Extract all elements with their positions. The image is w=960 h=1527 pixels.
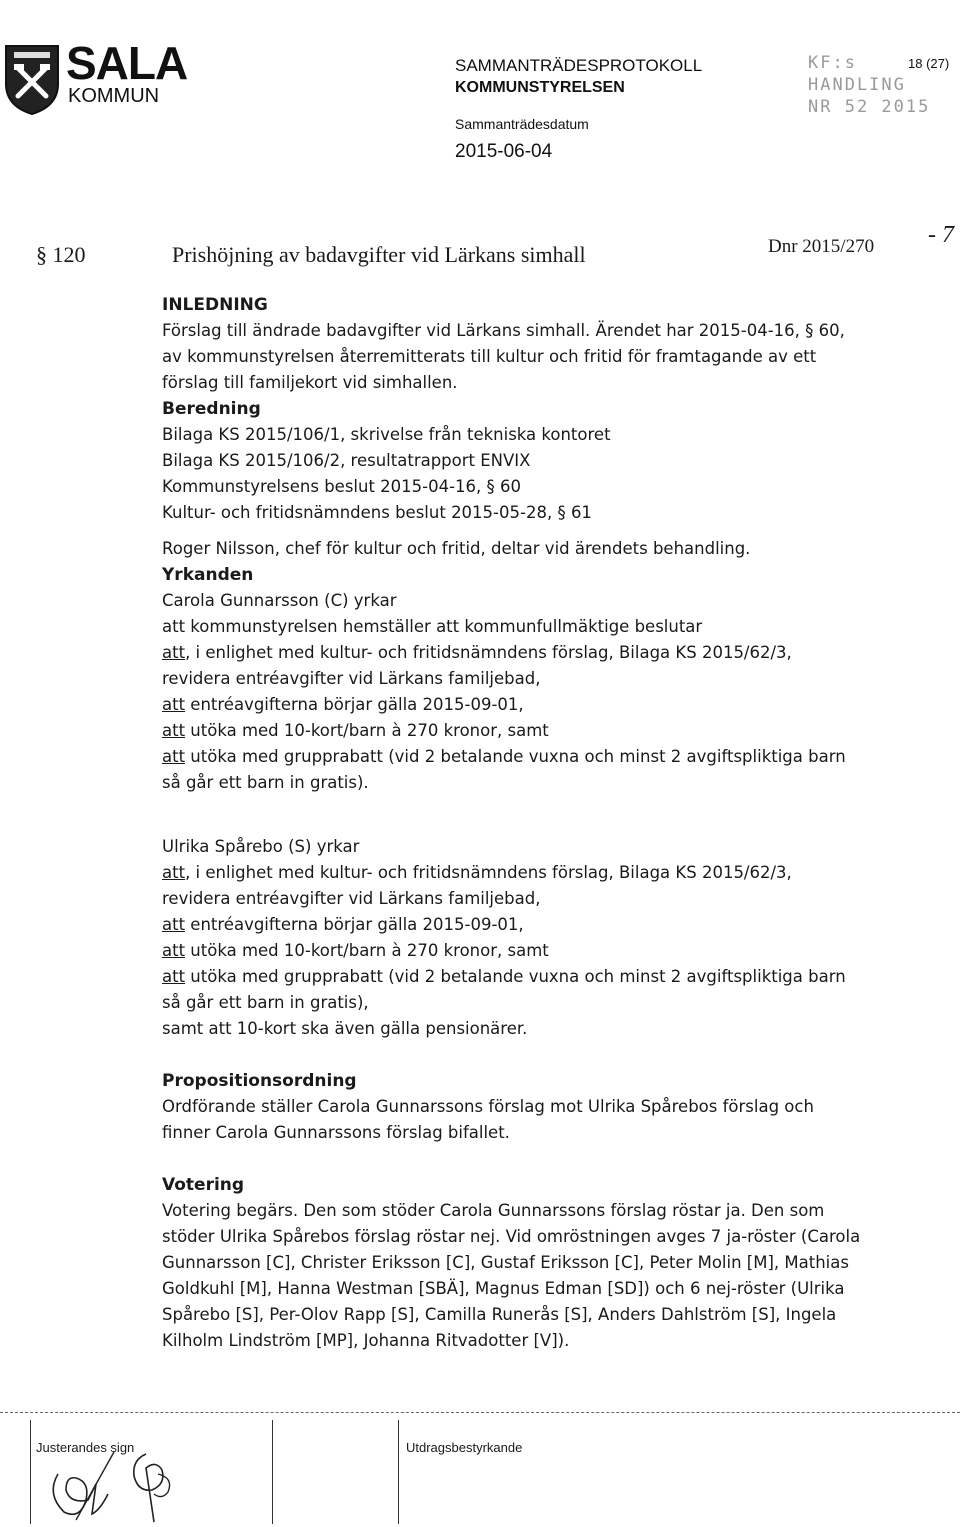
case-number-annotation: - 7 <box>928 222 954 248</box>
text-line: så går ett barn in gratis). <box>162 773 369 792</box>
protocol-body <box>162 292 922 1354</box>
registration-stamp <box>808 52 930 118</box>
stamp-line: HANDLING <box>808 75 906 95</box>
text-line: samt att 10-kort ska även gälla pensionärer. <box>162 1019 528 1038</box>
att-keyword: att <box>162 863 186 882</box>
motion-text: entréavgifterna börjar gälla 2015-09-01, <box>185 695 524 714</box>
motion-item <box>162 718 922 744</box>
text-line: Goldkuhl [M], Hanna Westman [SBÄ], Magnus Edman [SD]) och 6 nej-röster (Ulrika <box>162 1279 845 1298</box>
meeting-date-label: Sammanträdesdatum <box>455 116 589 132</box>
motion-item <box>162 692 922 718</box>
text-line: att kommunstyrelsen hemställer att kommunfullmäktige beslutar <box>162 617 703 636</box>
section-heading-propositionsordning: Propositionsordning <box>162 1071 357 1091</box>
logo-name: SALA <box>66 37 188 89</box>
text-line: så går ett barn in gratis), <box>162 993 369 1012</box>
text-line: Förslag till ändrade badavgifter vid Lärkans simhall. Ärendet har 2015-04-16, § 60, <box>162 321 845 340</box>
attachment-line: Bilaga KS 2015/106/2, resultatrapport ENVIX <box>162 451 531 470</box>
att-keyword: att <box>162 967 186 986</box>
committee-name: KOMMUNSTYRELSEN <box>455 79 625 96</box>
att-keyword: att <box>162 915 186 934</box>
att-keyword: att <box>162 721 186 740</box>
footer-box-border <box>398 1420 399 1524</box>
meeting-date: 2015-06-04 <box>455 141 553 162</box>
text-line: förslag till familjekort vid simhallen. <box>162 373 458 392</box>
motion-item <box>162 860 922 886</box>
footer-box-border <box>272 1420 273 1524</box>
motion-text: , i enlighet med kultur- och fritidsnämndens förslag, Bilaga KS 2015/62/3, <box>185 863 792 882</box>
text-line: Carola Gunnarsson (C) yrkar <box>162 591 397 610</box>
text-line: Votering begärs. Den som stöder Carola Gunnarssons förslag röstar ja. Den som <box>162 1201 825 1220</box>
text-line: Ordförande ställer Carola Gunnarssons förslag mot Ulrika Spårebos förslag och <box>162 1097 814 1116</box>
motion-item <box>162 640 922 666</box>
text-line: Roger Nilsson, chef för kultur och fritid, deltar vid ärendets behandling. <box>162 539 751 558</box>
section-heading-inledning: INLEDNING <box>162 295 268 315</box>
footer-divider <box>0 1412 960 1413</box>
motion-item <box>162 964 922 990</box>
case-number: Dnr 2015/270 <box>768 236 875 257</box>
text-line: Ulrika Spårebo (S) yrkar <box>162 837 360 856</box>
case-title: Prishöjning av badavgifter vid Lärkans simhall <box>172 242 586 267</box>
att-keyword: att <box>162 643 186 662</box>
paragraph-number: § 120 <box>36 242 86 267</box>
page-number: 18 (27) <box>908 56 950 71</box>
text-line: av kommunstyrelsen återremitterats till kultur och fritid för framtagande av ett <box>162 347 817 366</box>
municipal-emblem-icon <box>4 44 60 116</box>
text-line: finner Carola Gunnarssons förslag bifallet. <box>162 1123 510 1142</box>
text-line: revidera entréavgifter vid Lärkans familjebad, <box>162 669 541 688</box>
motion-text: utöka med 10-kort/barn à 270 kronor, samt <box>185 941 549 960</box>
section-heading-beredning: Beredning <box>162 399 261 419</box>
document-type: SAMMANTRÄDESPROTOKOLL <box>455 56 703 75</box>
section-heading-votering: Votering <box>162 1175 245 1195</box>
attachment-line: Kultur- och fritidsnämndens beslut 2015-05-28, § 61 <box>162 503 592 522</box>
justerandes-sign-label: Justerandes sign <box>36 1440 135 1455</box>
utdragsbestyrkande-label: Utdragsbestyrkande <box>406 1440 523 1455</box>
motion-item <box>162 912 922 938</box>
att-keyword: att <box>162 695 186 714</box>
attachment-line: Kommunstyrelsens beslut 2015-04-16, § 60 <box>162 477 522 496</box>
section-heading-yrkanden: Yrkanden <box>162 565 254 585</box>
stamp-line: NR 52 2015 <box>808 97 931 117</box>
text-line: Spårebo [S], Per-Olov Rapp [S], Camilla Runerås [S], Anders Dahlström [S], Ingela <box>162 1305 837 1324</box>
text-line: Gunnarsson [C], Christer Eriksson [C], Gustaf Eriksson [C], Peter Molin [M], Mathias <box>162 1253 849 1272</box>
motion-text: entréavgifterna börjar gälla 2015-09-01, <box>185 915 524 934</box>
att-keyword: att <box>162 941 186 960</box>
motion-text: utöka med grupprabatt (vid 2 betalande vuxna och minst 2 avgiftspliktiga barn <box>185 967 846 986</box>
stamp-line: KF:s <box>808 53 857 73</box>
attachment-line: Bilaga KS 2015/106/1, skrivelse från tekniska kontoret <box>162 425 611 444</box>
text-line: Kilholm Lindström [MP], Johanna Ritvadotter [V]). <box>162 1331 570 1350</box>
motion-item <box>162 744 922 770</box>
motion-text: utöka med 10-kort/barn à 270 kronor, samt <box>185 721 549 740</box>
motion-item <box>162 938 922 964</box>
att-keyword: att <box>162 747 186 766</box>
motion-text: utöka med grupprabatt (vid 2 betalande vuxna och minst 2 avgiftspliktiga barn <box>185 747 846 766</box>
handwritten-signatures-icon <box>36 1434 266 1524</box>
motion-text: , i enlighet med kultur- och fritidsnämndens förslag, Bilaga KS 2015/62/3, <box>185 643 792 662</box>
text-line: revidera entréavgifter vid Lärkans familjebad, <box>162 889 541 908</box>
logo-subtitle: KOMMUN <box>68 85 160 107</box>
text-line: stöder Ulrika Spårebos förslag röstar nej. Vid omröstningen avges 7 ja-röster (Carola <box>162 1227 861 1246</box>
footer-box-border <box>30 1420 31 1524</box>
